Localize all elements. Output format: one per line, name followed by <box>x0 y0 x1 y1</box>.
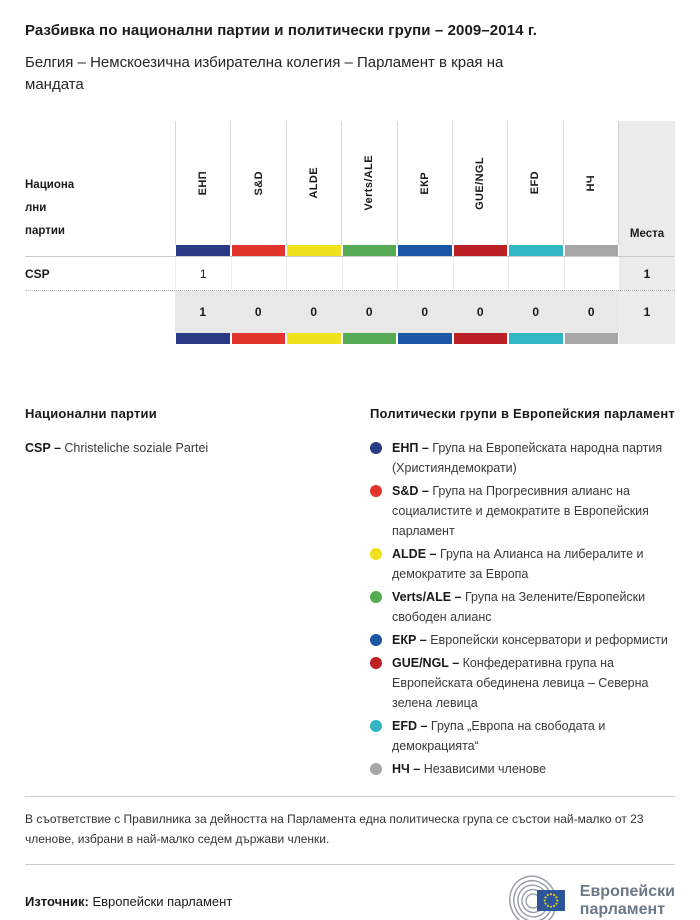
column-header-enp: ЕНП <box>175 121 230 245</box>
total-efd: 0 <box>508 291 564 333</box>
legend-dot-gue-ngl <box>370 657 382 669</box>
total-alde: 0 <box>286 291 342 333</box>
column-header-verts-ale: Verts/ALE <box>341 121 396 245</box>
color-bar-verts-ale <box>343 333 397 344</box>
color-bar-enp <box>176 245 230 256</box>
column-header-efd: EFD <box>507 121 562 245</box>
legend-political-groups <box>370 406 675 782</box>
legend-item-gue-ngl: GUE/NGL – Конфедеративна група на Европейската обединена левица – Северна зелена левица <box>370 653 675 713</box>
footnote: В съответствие с Правилника за дейността на Парламента една политическа група се състои най-малко от 23 членове, избрани в най-малко седем държави членки. <box>25 796 675 865</box>
legend-item-alde: ALDE – Група на Алианса на либералите и демократите за Европа <box>370 544 675 584</box>
seats-table <box>25 121 675 344</box>
color-bar-alde <box>287 245 341 256</box>
color-bar-gue-ngl <box>454 245 508 256</box>
color-bar-sd <box>232 333 286 344</box>
legend-dot-alde <box>370 548 382 560</box>
color-bar-gue-ngl <box>454 333 508 344</box>
color-bar-nch <box>565 245 619 256</box>
column-header-sd: S&D <box>230 121 285 245</box>
cell-csp-efd <box>508 257 564 290</box>
total-nch: 0 <box>564 291 620 333</box>
color-bar-alde <box>287 333 341 344</box>
legend-national-heading: Национални партии <box>25 406 157 421</box>
source-text: Европейски парламент <box>92 893 233 909</box>
page-subtitle: Белгия – Немскоезична избирателна колегия – Парламент в края на мандата <box>25 54 504 93</box>
source-line <box>25 894 232 909</box>
ep-hemicycle-flag-icon <box>509 872 571 920</box>
cell-csp-gue-ngl <box>453 257 509 290</box>
color-bar-nch <box>565 333 619 344</box>
color-bar-ekr <box>398 333 452 344</box>
total-enp: 1 <box>175 291 231 333</box>
legend-item-enp: ЕНП – Група на Европейската народна партия (Християндемократи) <box>370 438 675 478</box>
table-row-csp <box>25 256 675 290</box>
total-ekr: 0 <box>397 291 453 333</box>
table-total-row <box>25 290 675 333</box>
row-header-line: Национа <box>25 179 75 191</box>
ep-logo-wordmark: Европейски парламент <box>579 883 675 918</box>
legend-section <box>25 406 675 782</box>
legend-dot-ekr <box>370 634 382 646</box>
page-title: Разбивка по национални партии и политически групи – 2009–2014 г. <box>25 22 537 39</box>
row-header-line: партии <box>25 225 65 237</box>
legend-dot-enp <box>370 442 382 454</box>
legend-item-verts-ale: Verts/ALE – Група на Зелените/Европейски свободен алианс <box>370 587 675 627</box>
color-bar-verts-ale <box>343 245 397 256</box>
cell-csp-seats: 1 <box>619 257 675 290</box>
color-bar-efd <box>509 245 563 256</box>
legend-dot-efd <box>370 720 382 732</box>
color-bar-ekr <box>398 245 452 256</box>
total-seats: 1 <box>619 291 675 333</box>
color-bar-efd <box>509 333 563 344</box>
row-header-line: лни <box>25 202 47 214</box>
legend-item-csp: CSP – Christeliche soziale Partei <box>25 441 209 455</box>
color-bar-row-top <box>25 245 675 256</box>
cell-csp-verts-ale <box>342 257 398 290</box>
column-header-ekr: ЕКР <box>397 121 452 245</box>
european-parliament-logo <box>509 872 675 920</box>
total-gue-ngl: 0 <box>453 291 509 333</box>
column-header-gue-ngl: GUE/NGL <box>452 121 507 245</box>
cell-csp-ekr <box>397 257 453 290</box>
legend-item-efd: EFD – Група „Европа на свободата и демокрацията“ <box>370 716 675 756</box>
cell-csp-nch <box>564 257 620 290</box>
table-header-row <box>25 121 675 245</box>
cell-csp-alde <box>286 257 342 290</box>
legend-item-sd: S&D – Група на Прогресивния алианс на социалистите и демократите в Европейския парламент <box>370 481 675 541</box>
total-verts-ale: 0 <box>342 291 398 333</box>
legend-national-parties <box>25 406 370 782</box>
legend-dot-nch <box>370 763 382 775</box>
column-header-nch: НЧ <box>563 121 619 245</box>
legend-groups-heading: Политически групи в Европейския парламент <box>370 406 675 421</box>
cell-csp-enp: 1 <box>175 257 231 290</box>
cell-csp-sd <box>231 257 287 290</box>
seats-column-header: Места <box>619 121 675 245</box>
color-bar-sd <box>232 245 286 256</box>
total-sd: 0 <box>231 291 287 333</box>
row-header-national-parties <box>25 121 175 245</box>
legend-dot-sd <box>370 485 382 497</box>
row-label-csp: CSP <box>25 266 50 281</box>
legend-item-nch: НЧ – Независими членове <box>370 759 675 779</box>
legend-dot-verts-ale <box>370 591 382 603</box>
column-header-alde: ALDE <box>286 121 341 245</box>
color-bar-enp <box>176 333 230 344</box>
source-label: Източник: <box>25 893 89 909</box>
footer <box>25 869 675 920</box>
color-bar-row-bottom <box>25 333 675 344</box>
legend-item-ekr: ЕКР – Европейски консерватори и реформисти <box>370 630 675 650</box>
